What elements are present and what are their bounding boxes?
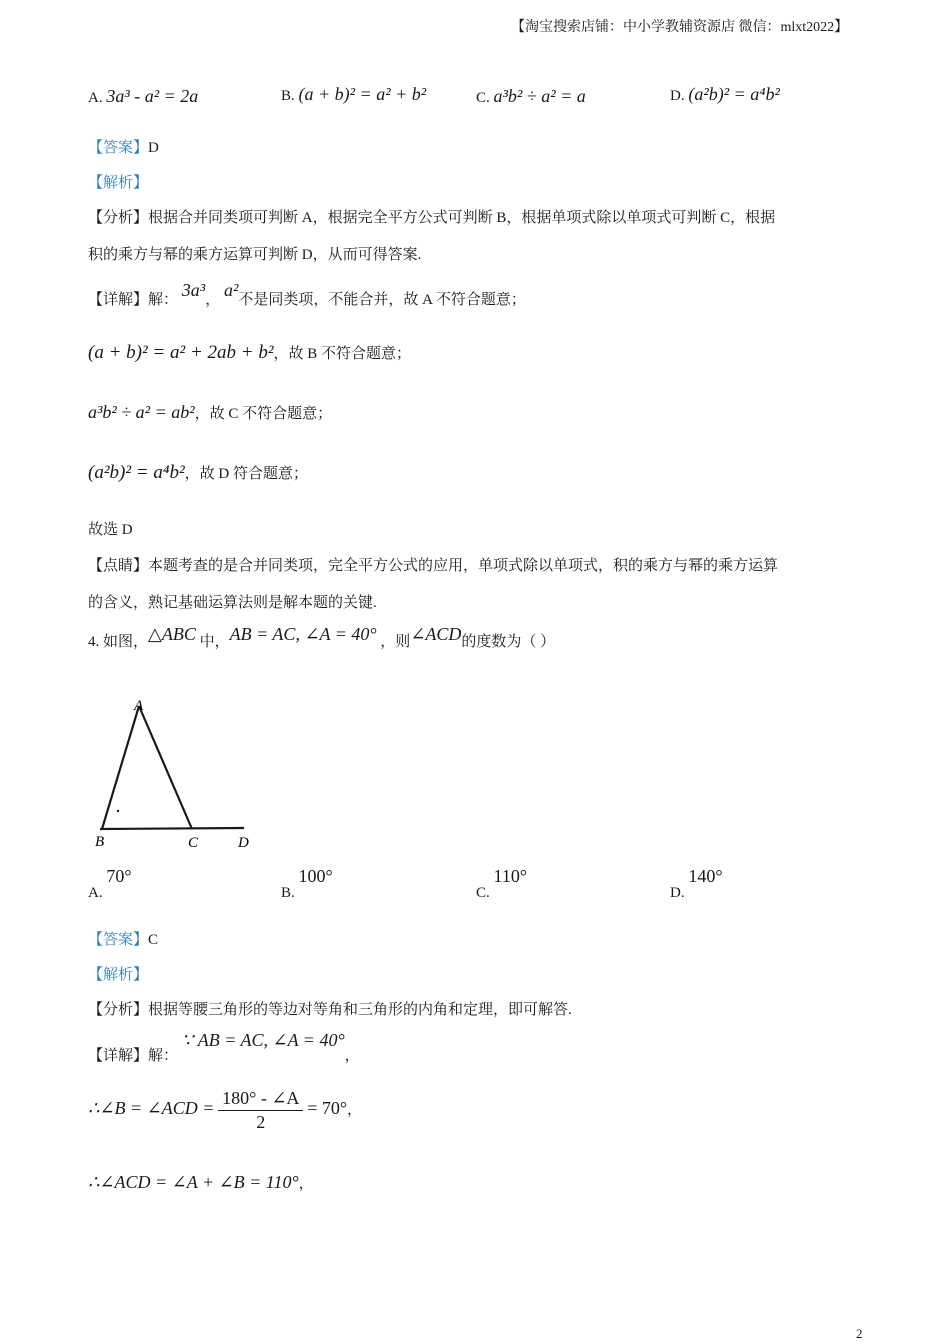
q4-option-d	[670, 866, 723, 901]
stem-expr: ∠ACD	[410, 624, 462, 644]
q4-analysis-tag: 【解析】	[88, 967, 149, 983]
detail-sep: ，	[205, 292, 221, 308]
vertex-label-b: B	[95, 834, 105, 850]
detail-tag: 【详解】	[88, 292, 149, 308]
detail-expr: 3a³	[181, 280, 206, 300]
detail-tail: ，	[347, 1101, 363, 1118]
detail-expr: a²	[223, 280, 239, 300]
q3-detail-a	[88, 280, 526, 309]
q4-answer	[88, 928, 158, 949]
q4-detail-line3	[88, 1172, 314, 1193]
line-bd	[100, 828, 244, 829]
q3-option-b	[281, 84, 426, 105]
q4-option-c	[476, 866, 528, 901]
answer-value: D	[148, 140, 159, 156]
fraction	[218, 1088, 303, 1133]
q3-fenxi-line2: 积的乘方与幂的乘方运算可判断 D，从而可得答案.	[88, 247, 422, 263]
detail-expr: a³b² ÷ a² = ab²	[88, 402, 195, 422]
q4-fenxi	[88, 998, 572, 1019]
detail-text: ，故 C 不符合题意；	[194, 406, 333, 422]
stray-dot	[117, 810, 119, 812]
detail-expr: ∴∠B = ∠ACD =	[88, 1097, 215, 1118]
detail-expr: ∴∠ACD = ∠A + ∠B = 110°	[88, 1172, 299, 1192]
q4-stem	[88, 624, 556, 651]
q3-option-a	[88, 86, 198, 107]
fraction-numerator: 180° - ∠A	[218, 1088, 303, 1111]
page-number: 2	[856, 1326, 863, 1341]
option-label: D.	[670, 885, 685, 901]
fenxi-tag: 【分析】	[88, 210, 149, 226]
option-expr: a³b² ÷ a² = a	[493, 86, 586, 106]
option-value: 70°	[106, 866, 132, 886]
option-label: A.	[88, 90, 103, 106]
detail-text: ，故 D 符合题意；	[184, 466, 309, 482]
fenxi-tag: 【分析】	[88, 1002, 149, 1018]
q3-option-c	[476, 86, 586, 107]
detail-tail: ，	[298, 1176, 314, 1192]
option-label: C.	[476, 90, 490, 106]
detail-text: ，故 B 不符合题意；	[273, 346, 412, 362]
question-number: 4.	[88, 634, 100, 650]
option-value: 100°	[298, 866, 333, 886]
vertex-label-d: D	[238, 835, 249, 851]
detail-expr: (a²b)² = a⁴b²	[88, 462, 185, 483]
answer-tag: 【答案】	[88, 932, 149, 948]
option-label: B.	[281, 885, 295, 901]
option-label: C.	[476, 885, 490, 901]
fenxi-text: 根据合并同类项可判断 A，根据完全平方公式可判断 B，根据单项式除以单项式可判断 C，根据	[148, 210, 776, 226]
stem-expr: △ABC	[148, 624, 196, 644]
comment-tag: 【点睛】	[88, 558, 149, 574]
q3-option-d	[670, 84, 780, 105]
vertex-label-c: C	[188, 835, 199, 851]
detail-expr: (a + b)² = a² + 2ab + b²	[88, 342, 274, 363]
stem-text: 中，	[199, 634, 230, 650]
answer-tag: 【答案】	[88, 140, 149, 156]
option-value: 140°	[688, 866, 723, 886]
stem-text: ，则	[380, 634, 411, 650]
detail-tag: 【详解】	[88, 1048, 149, 1064]
q4-option-b	[281, 866, 333, 901]
q3-comment-line2: 的含义，熟记基础运算法则是解本题的关键.	[88, 595, 377, 611]
q3-analysis-tag: 【解析】	[88, 175, 149, 191]
fraction-denominator: 2	[256, 1112, 266, 1132]
option-label: A.	[88, 885, 103, 901]
detail-expr: ∵ AB = AC, ∠A = 40°	[181, 1030, 345, 1050]
q3-answer	[88, 136, 159, 157]
detail-prefix: 解：	[148, 292, 179, 308]
stem-expr: AB = AC, ∠A = 40°	[229, 624, 377, 644]
triangle-figure	[90, 690, 260, 855]
q4-detail-line2	[88, 1088, 362, 1133]
detail-text: 不是同类项，不能合并，故 A 不符合题意；	[238, 292, 526, 308]
stem-text: 的度数为（ ）	[461, 634, 556, 650]
q3-detail-c	[88, 402, 332, 423]
side-ab	[102, 706, 139, 829]
page-header: 【淘宝搜索店铺：中小学教辅资源店 微信：mlxt2022】	[511, 20, 849, 35]
q3-fenxi-line1	[88, 206, 775, 227]
q3-detail-d	[88, 462, 308, 484]
q4-detail-line1	[88, 1030, 360, 1064]
q3-comment-line1	[88, 554, 778, 575]
q3-detail-b	[88, 342, 411, 364]
fenxi-text: 根据等腰三角形的等边对等角和三角形的内角和定理，即可解答.	[148, 1002, 572, 1018]
option-expr: 3a³ - a² = 2a	[106, 86, 199, 106]
detail-expr: = 70°	[307, 1097, 348, 1118]
option-expr: (a + b)² = a² + b²	[298, 84, 427, 104]
option-value: 110°	[493, 866, 528, 886]
option-label: B.	[281, 88, 295, 104]
vertex-label-a: A	[134, 698, 144, 714]
answer-value: C	[148, 932, 159, 948]
detail-prefix: 解：	[148, 1048, 179, 1064]
side-ac	[139, 706, 192, 829]
detail-tail: ，	[344, 1048, 360, 1064]
option-expr: (a²b)² = a⁴b²	[688, 84, 780, 104]
comment-text: 本题考查的是合并同类项，完全平方公式的应用，单项式除以单项式，积的乘方与幂的乘方运算	[148, 558, 779, 574]
option-label: D.	[670, 88, 685, 104]
q4-option-a	[88, 866, 132, 901]
stem-text: 如图，	[103, 634, 149, 650]
q3-conclusion: 故选 D	[88, 522, 133, 538]
